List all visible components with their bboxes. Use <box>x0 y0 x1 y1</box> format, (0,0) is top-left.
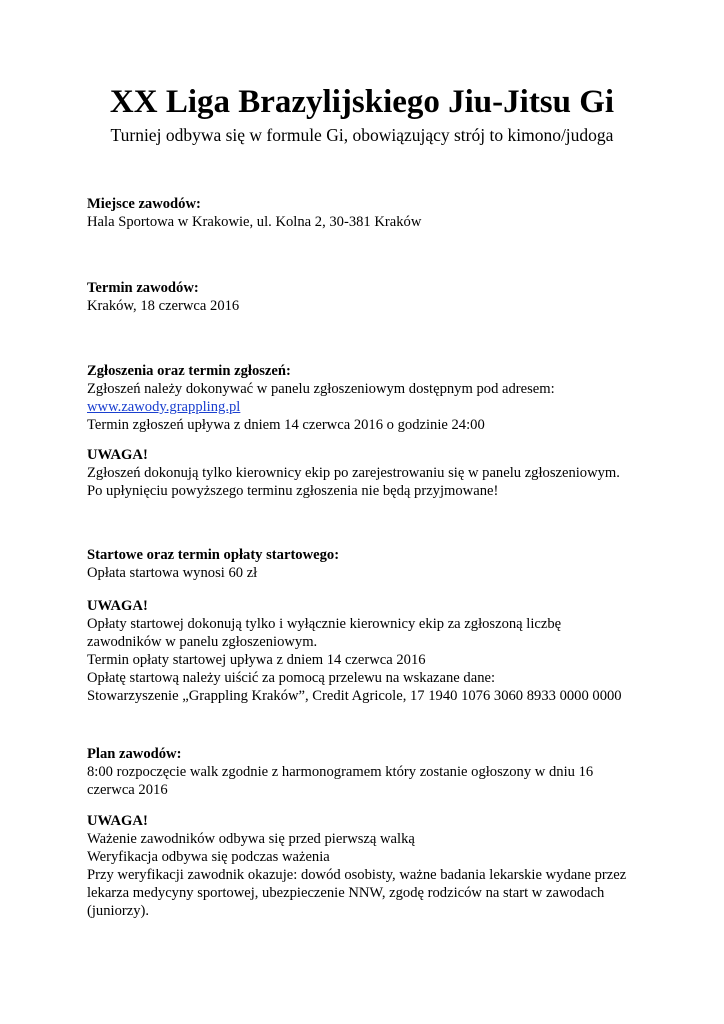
registration-warning <box>87 446 647 500</box>
date-text: Kraków, 18 czerwca 2016 <box>87 298 240 314</box>
venue-text: Hala Sportowa w Krakowie, ul. Kolna 2, 30-381 Kraków <box>87 214 422 230</box>
fee-warning-line-5: Stowarzyszenie „Grappling Kraków”, Credit Agricole, 17 1940 1076 3060 8933 0000 0000 <box>87 688 622 704</box>
fee-line-1: Opłata startowa wynosi 60 zł <box>87 565 258 581</box>
date-section <box>87 279 647 315</box>
fee-section <box>87 546 647 582</box>
registration-section <box>87 362 647 434</box>
page-subtitle: Turniej odbywa się w formule Gi, obowiązujący strój to kimono/judoga <box>110 125 614 145</box>
fee-warning-line-4: Opłatę startową należy uiścić za pomocą przelewu na wskazane dane: <box>87 670 496 686</box>
schedule-warning-heading: UWAGA! <box>87 813 148 829</box>
venue-section <box>87 195 647 231</box>
page-title: XX Liga Brazylijskiego Jiu-Jitsu Gi <box>109 84 615 120</box>
fee-heading: Startowe oraz termin opłaty startowego: <box>87 547 340 563</box>
registration-line-2: Termin zgłoszeń upływa z dniem 14 czerwca 2016 o godzinie 24:00 <box>87 417 485 433</box>
schedule-warning-line-3: Przy weryfikacji zawodnik okazuje: dowód osobisty, ważne badania lekarskie wydane przez <box>87 867 627 883</box>
schedule-warning <box>87 812 647 920</box>
fee-warning-heading: UWAGA! <box>87 598 148 614</box>
schedule-warning-line-1: Ważenie zawodników odbywa się przed pierwszą walką <box>87 831 415 847</box>
registration-link[interactable]: www.zawody.grappling.pl <box>87 399 241 415</box>
schedule-line-1: 8:00 rozpoczęcie walk zgodnie z harmonogramem który zostanie ogłoszony w dniu 16 <box>87 764 594 780</box>
registration-warning-line-2: Po upłynięciu powyższego terminu zgłoszenia nie będą przyjmowane! <box>87 483 499 499</box>
fee-warning-line-1: Opłaty startowej dokonują tylko i wyłącznie kierownicy ekip za zgłoszoną liczbę <box>87 616 562 632</box>
registration-warning-heading: UWAGA! <box>87 447 148 463</box>
registration-heading: Zgłoszenia oraz termin zgłoszeń: <box>87 363 291 379</box>
schedule-line-2: czerwca 2016 <box>87 782 168 798</box>
schedule-warning-line-5: (juniorzy). <box>87 903 150 919</box>
registration-line-1: Zgłoszeń należy dokonywać w panelu zgłoszeniowym dostępnym pod adresem: <box>87 381 555 397</box>
registration-warning-line-1: Zgłoszeń dokonują tylko kierownicy ekip po zarejestrowaniu się w panelu zgłoszeniowym. <box>87 465 620 481</box>
fee-warning-line-2: zawodników w panelu zgłoszeniowym. <box>87 634 318 650</box>
fee-warning-line-3: Termin opłaty startowej upływa z dniem 14 czerwca 2016 <box>87 652 426 668</box>
schedule-section <box>87 745 647 799</box>
venue-heading: Miejsce zawodów: <box>87 196 201 212</box>
fee-warning <box>87 597 647 705</box>
schedule-warning-line-4: lekarza medycyny sportowej, ubezpieczenie NNW, zgodę rodziców na start w zawodach <box>87 885 605 901</box>
schedule-heading: Plan zawodów: <box>87 746 182 762</box>
date-heading: Termin zawodów: <box>87 280 199 296</box>
schedule-warning-line-2: Weryfikacja odbywa się podczas ważenia <box>87 849 330 865</box>
